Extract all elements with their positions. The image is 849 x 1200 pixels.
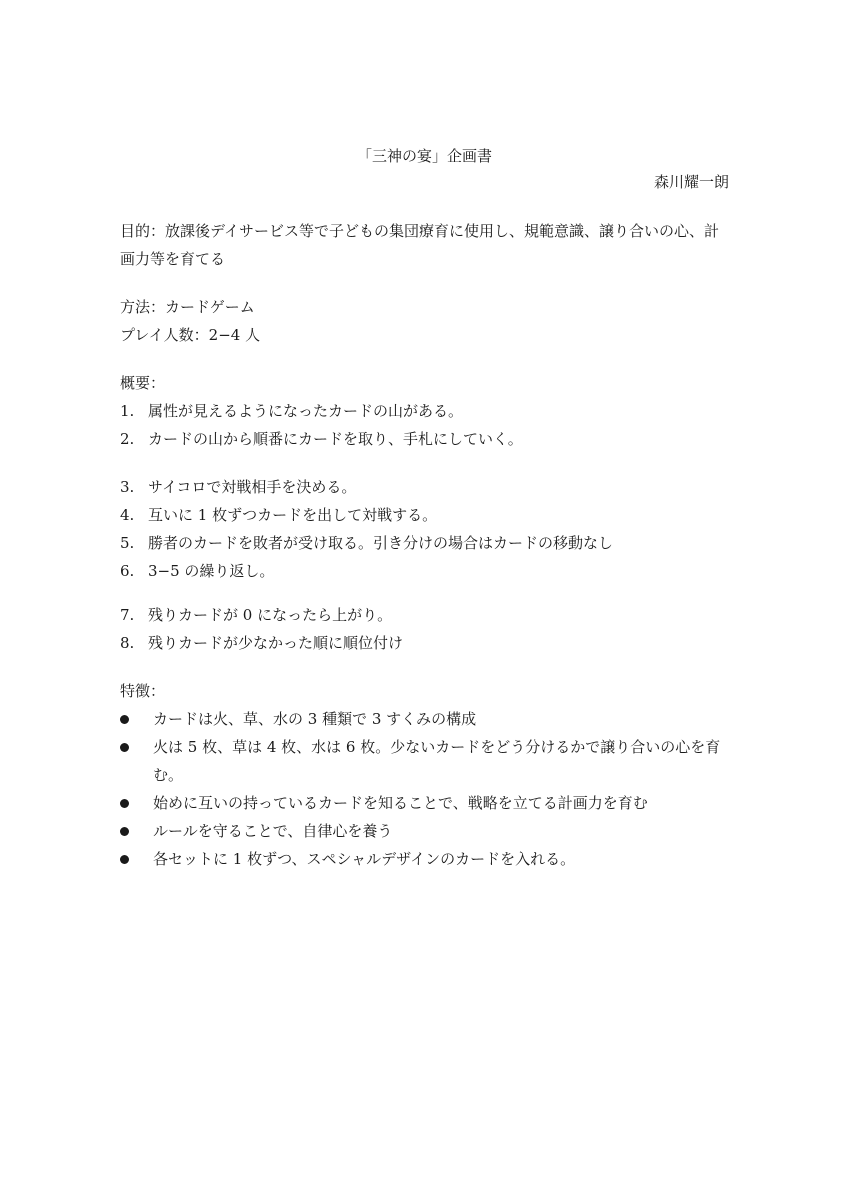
step-number: 8. xyxy=(120,634,135,652)
overview-section-3 xyxy=(120,601,732,657)
step-number: 7. xyxy=(120,606,135,624)
list-item xyxy=(120,425,732,453)
list-item xyxy=(120,397,732,425)
list-item xyxy=(120,529,732,557)
steps-list-3 xyxy=(120,601,732,657)
list-item xyxy=(120,557,732,585)
feature-text: 火は 5 枚、草は 4 枚、水は 6 枚。少ないカードをどう分けるかで譲り合いの心を育む。 xyxy=(153,738,721,784)
purpose-section xyxy=(120,217,732,273)
players-text: プレイ人数：2−4 人 xyxy=(120,326,261,344)
feature-text: 始めに互いの持っているカードを知ることで、戦略を立てる計画力を育む xyxy=(153,794,648,812)
features-heading: 特徴： xyxy=(120,682,166,700)
step-number: 4. xyxy=(120,506,135,524)
list-item xyxy=(120,789,732,817)
overview-heading: 概要： xyxy=(120,374,166,392)
list-item xyxy=(120,705,732,733)
steps-list-1 xyxy=(120,397,732,453)
overview-section-2 xyxy=(120,473,732,585)
list-item xyxy=(120,501,732,529)
list-item xyxy=(120,473,732,501)
step-text: 残りカードが少なかった順に順位付け xyxy=(148,634,404,652)
step-text: サイコロで対戦相手を決める。 xyxy=(148,478,357,496)
features-section xyxy=(120,677,732,873)
bullet-icon xyxy=(120,827,129,836)
feature-text: ルールを守ることで、自律心を養う xyxy=(153,822,393,840)
step-number: 5. xyxy=(120,534,135,552)
step-number: 3. xyxy=(120,478,135,496)
step-text: 勝者のカードを敗者が受け取る。引き分けの場合はカードの移動なし xyxy=(148,534,614,552)
steps-list-2 xyxy=(120,473,732,585)
step-number: 2. xyxy=(120,430,135,448)
step-number: 1. xyxy=(120,402,135,420)
purpose-text: 目的：放課後デイサービス等で子どもの集団療育に使用し、規範意識、譲り合いの心、計画力等を育てる xyxy=(120,222,719,268)
feature-text: カードは火、草、水の 3 種類で 3 すくみの構成 xyxy=(153,710,477,728)
list-item xyxy=(120,733,732,789)
features-list xyxy=(120,705,732,873)
step-text: 残りカードが 0 になったら上がり。 xyxy=(148,606,393,624)
bullet-icon xyxy=(120,743,129,752)
step-number: 6. xyxy=(120,562,135,580)
step-text: 属性が見えるようになったカードの山がある。 xyxy=(148,402,464,420)
method-text: 方法：カードゲーム xyxy=(120,298,255,316)
feature-text: 各セットに 1 枚ずつ、スペシャルデザインのカードを入れる。 xyxy=(153,850,576,868)
document-title: 「三神の宴」企画書 xyxy=(356,147,492,165)
bullet-icon xyxy=(120,855,129,864)
list-item xyxy=(120,817,732,845)
overview-section xyxy=(120,369,732,453)
bullet-icon xyxy=(120,715,129,724)
list-item xyxy=(120,601,732,629)
list-item xyxy=(120,845,732,873)
step-text: 3−5 の繰り返し。 xyxy=(148,562,275,580)
method-section xyxy=(120,293,732,349)
bullet-icon xyxy=(120,799,129,808)
list-item xyxy=(120,629,732,657)
step-text: カードの山から順番にカードを取り、手札にしていく。 xyxy=(148,430,523,448)
step-text: 互いに 1 枚ずつカードを出して対戦する。 xyxy=(148,506,438,524)
author-name: 森川耀一朗 xyxy=(653,173,729,191)
